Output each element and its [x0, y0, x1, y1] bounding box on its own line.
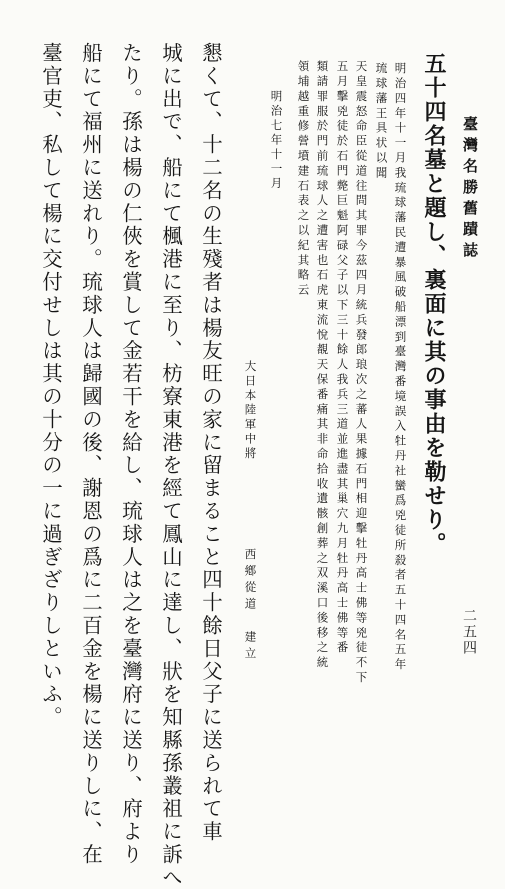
author-title: 大日本陸軍中將	[243, 360, 258, 462]
inscription-line: 五月擊兇徒於石門斃巨魁阿碌父子以下三十餘人我兵三道並進盡其巢穴九月牡丹高士佛等番	[335, 60, 350, 656]
section-heading: 五十四名墓と題し、裏面に其の事由を勒せり。	[421, 52, 447, 556]
body-line: 臺官吏、私して楊に交付せしは其の十分の一に過ぎざりしといふ。	[38, 42, 63, 729]
inscription-line: 類請罪服於門前琉球人之遭害也石虎東流悅覩天保番痛其非命拾收遺骸創葬之双溪口後移之統	[315, 60, 330, 671]
inscription-line: 明治四年十一月我琉球藩民遭暴風破船漂到臺灣番境誤入牡丹社蠻爲兇徒所殺者五十四名五年	[393, 62, 408, 673]
author-name: 西鄕從道 建立	[243, 548, 258, 664]
inscription-date: 明治七年十一月	[269, 90, 284, 192]
inscription-line: 天皇震怒命臣從道往問其罪今茲四月統兵發郎琅次之蕃人果據石門相迎擊牡丹高士佛等兇徒不下	[354, 60, 369, 686]
inscription-line: 琉球藩王具状以聞	[374, 62, 389, 182]
inscription-line: 領埔越重修營墳建石表之以紀其略云	[296, 60, 311, 299]
body-line: 懇くて、十二名の生殘者は楊友旺の家に留まること四十餘日父子に送られて車	[198, 42, 223, 844]
running-head: 臺灣名勝舊蹟誌	[461, 116, 479, 263]
body-line: 船にて福州に送れり。琉球人は歸國の後、謝恩の爲に二百金を楊に送りしに、在	[78, 42, 103, 867]
body-line: 城に出で、船にて楓港に至り、枋寮東港を經て鳳山に達し、狀を知縣孫叢祖に訴へ	[158, 42, 183, 889]
page-number: 二五四	[461, 608, 477, 656]
body-line: たり。孫は楊の仁俠を賞して金若干を給し、琉球人は之を臺灣府に送り、府より	[118, 42, 143, 867]
